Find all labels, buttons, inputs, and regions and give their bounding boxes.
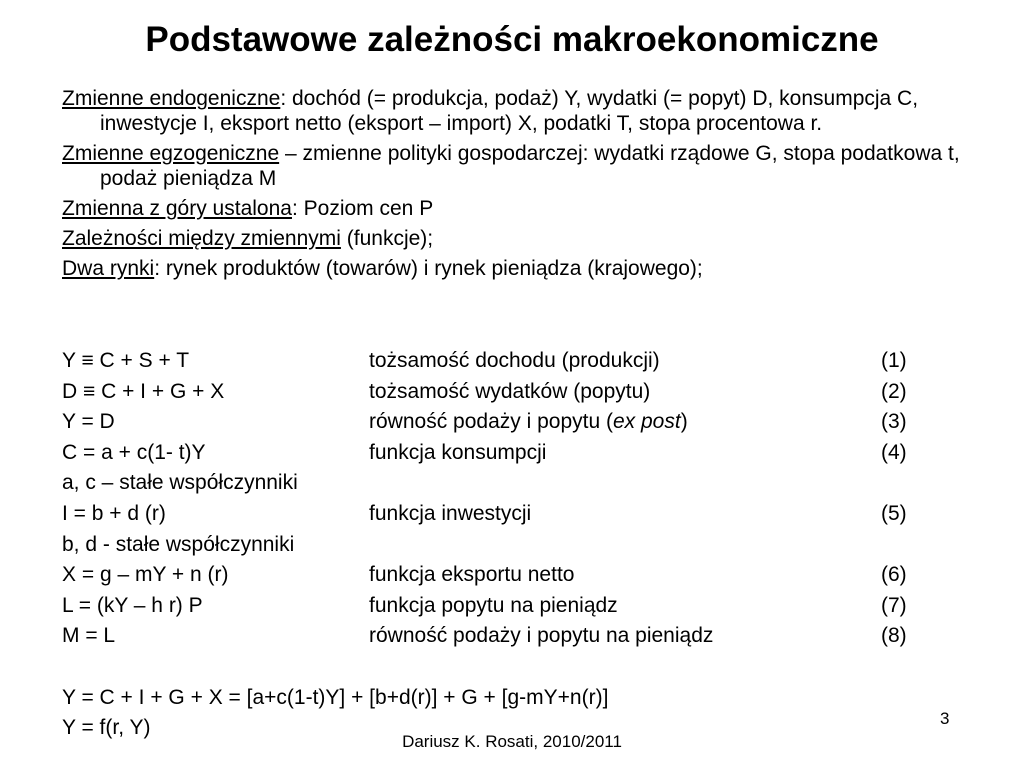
equation-description: funkcja inwestycji <box>369 501 532 525</box>
equation-formula: D ≡ C + I + G + X <box>62 379 225 403</box>
equations-table <box>62 346 942 652</box>
equation-formula: a, c – stałe współczynniki <box>62 471 298 495</box>
equation-description: równość podaży i popytu na pieniądz <box>369 624 714 648</box>
equation-number: (5) <box>881 501 907 525</box>
definition-term: Zależności między zmiennymi <box>62 227 341 250</box>
equation-formula: L = (kY – h r) P <box>62 593 203 617</box>
equation-formula: I = b + d (r) <box>62 501 166 525</box>
equation-number: (2) <box>881 379 907 403</box>
definition-term: Dwa rynki <box>62 257 155 280</box>
equation-row <box>62 468 942 499</box>
equation-description: funkcja konsumpcji <box>369 440 547 464</box>
equation-number: (1) <box>881 349 907 372</box>
equation-number: (3) <box>881 410 907 434</box>
equation-formula: X = g – mY + n (r) <box>62 563 229 587</box>
page-number: 3 <box>940 709 950 728</box>
equation-formula: C = a + c(1- t)Y <box>62 440 206 464</box>
summary-line: Y = f(r, Y) <box>62 716 151 739</box>
definitions-list <box>62 86 962 286</box>
equation-number: (4) <box>881 440 907 464</box>
equation-description: równość podaży i popytu (ex post) <box>369 410 688 434</box>
equation-row <box>62 621 942 652</box>
definition-text: : dochód (= produkcja, podaż) Y, wydatki (= popyt) D, konsumpcja C, inwestycje I, eksport netto (eksport – import) X, podatki T, stopa procentowa r. <box>100 87 919 135</box>
equation-number: (7) <box>881 593 907 617</box>
definition-item <box>62 86 962 136</box>
equation-formula: M = L <box>62 624 116 648</box>
definition-term: Zmienne endogeniczne <box>62 87 281 110</box>
equation-number: (6) <box>881 563 907 587</box>
equation-description: tożsamość wydatków (popytu) <box>369 379 651 403</box>
definition-item <box>62 196 962 221</box>
equation-formula: b, d - stałe współczynniki <box>62 532 295 556</box>
definition-item <box>62 141 962 191</box>
definition-item <box>62 256 962 281</box>
definition-text: – zmienne polityki gospodarczej: wydatki rządowe G, stopa podatkowa t, podaż pieniądza M <box>100 142 960 190</box>
slide-title: Podstawowe zależności makroekonomiczne <box>145 20 879 59</box>
equation-formula: Y = D <box>62 410 115 434</box>
definition-term: Zmienne egzogeniczne <box>62 142 280 165</box>
definition-item <box>62 226 962 251</box>
definition-term: Zmienna z góry ustalona <box>62 197 292 220</box>
definition-text: : rynek produktów (towarów) i rynek pieniądza (krajowego); <box>154 257 703 280</box>
equation-row <box>62 560 942 591</box>
equation-description: funkcja eksportu netto <box>369 563 575 587</box>
equation-row <box>62 407 942 438</box>
equation-row <box>62 438 942 469</box>
equation-row <box>62 591 942 622</box>
equation-formula: Y ≡ C + S + T <box>62 349 190 372</box>
equation-row <box>62 346 942 377</box>
slide-footer: Dariusz K. Rosati, 2010/2011 <box>402 732 622 751</box>
definition-text: (funkcje); <box>340 227 434 250</box>
equation-row <box>62 377 942 408</box>
equation-row <box>62 499 942 530</box>
equation-number: (8) <box>881 624 907 648</box>
equation-description: funkcja popytu na pieniądz <box>369 593 618 617</box>
equation-description: tożsamość dochodu (produkcji) <box>369 349 660 372</box>
equation-row <box>62 530 942 561</box>
summary-line: Y = C + I + G + X = [a+c(1-t)Y] + [b+d(r)] + G + [g-mY+n(r)] <box>62 686 609 709</box>
definition-text: : Poziom cen P <box>291 197 434 220</box>
